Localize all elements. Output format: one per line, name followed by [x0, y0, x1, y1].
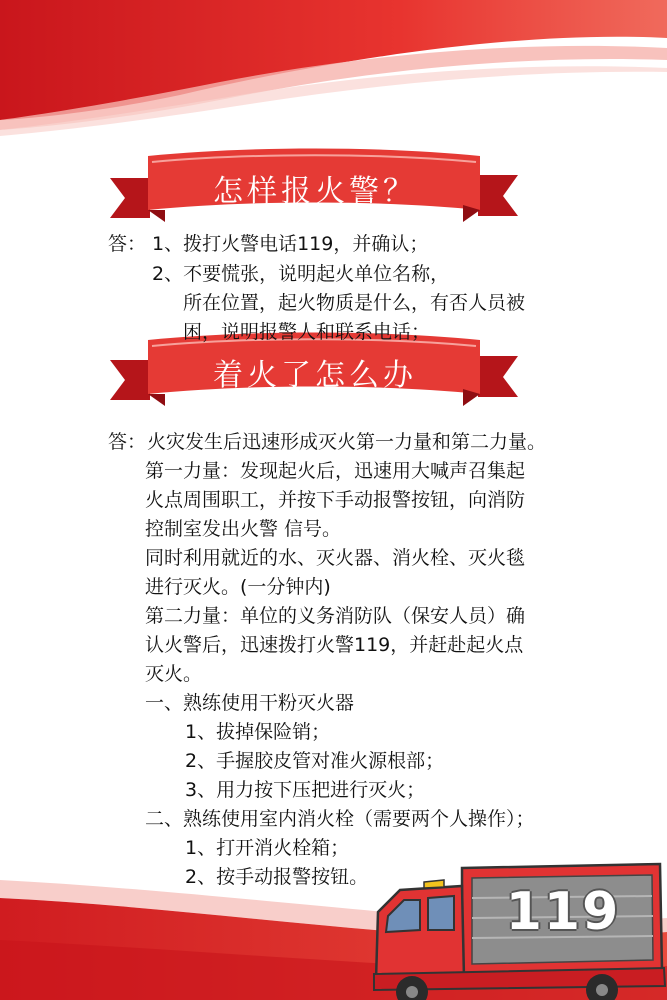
section2-line: 3、用力按下压把进行灭火； [185, 779, 426, 801]
section2-line: 2、手握胶皮管对准火源根部； [185, 750, 445, 772]
section2-line: 二、熟练使用室内消火栓（需要两个人操作）； [145, 808, 535, 830]
section2-line: 火灾发生后迅速形成灭火第一力量和第二力量。 [147, 431, 547, 453]
section2-line: 第二力量：单位的义务消防队（保安人员）确 [145, 605, 526, 627]
truck-number: 119 [505, 882, 621, 942]
top-wave [0, 0, 667, 120]
section1-title: 怎样报火警？ [213, 174, 417, 209]
section1-line: 所在位置，起火物质是什么，有否人员被 [183, 292, 526, 314]
section2-line: 控制室发出火警 信号。 [145, 518, 342, 540]
section1-line: 困，说明报警人和联系电话； [183, 321, 431, 343]
section2-title: 着火了怎么办 [213, 358, 417, 393]
section2-line: 1、打开消火栓箱； [185, 837, 350, 859]
section1-line: 2、不要慌张，说明起火单位名称， [152, 263, 450, 285]
section2-line: 2、按手动报警按钮。 [185, 866, 369, 888]
section2-line: 同时利用就近的水、灭火器、消火栓、灭火毯 [145, 547, 526, 569]
section1-line: 1、拨打火警电话119，并确认； [152, 233, 429, 255]
section2-answer-prefix: 答： [108, 431, 147, 453]
section2-line: 认火警后，迅速拨打火警119，并赶赴起火点 [145, 634, 524, 656]
section2-line: 一、熟练使用干粉灭火器 [145, 692, 355, 714]
section2-line: 进行灭火。(一分钟内) [145, 576, 331, 598]
section2-line: 灭火。 [145, 663, 203, 685]
section2-line: 第一力量：发现起火后，迅速用大喊声召集起 [145, 460, 526, 482]
section2-line: 火点周围职工，并按下手动报警按钮，向消防 [145, 489, 526, 511]
section1-answer-prefix: 答： [108, 233, 147, 255]
section2-line: 1、拔掉保险销； [185, 721, 331, 743]
